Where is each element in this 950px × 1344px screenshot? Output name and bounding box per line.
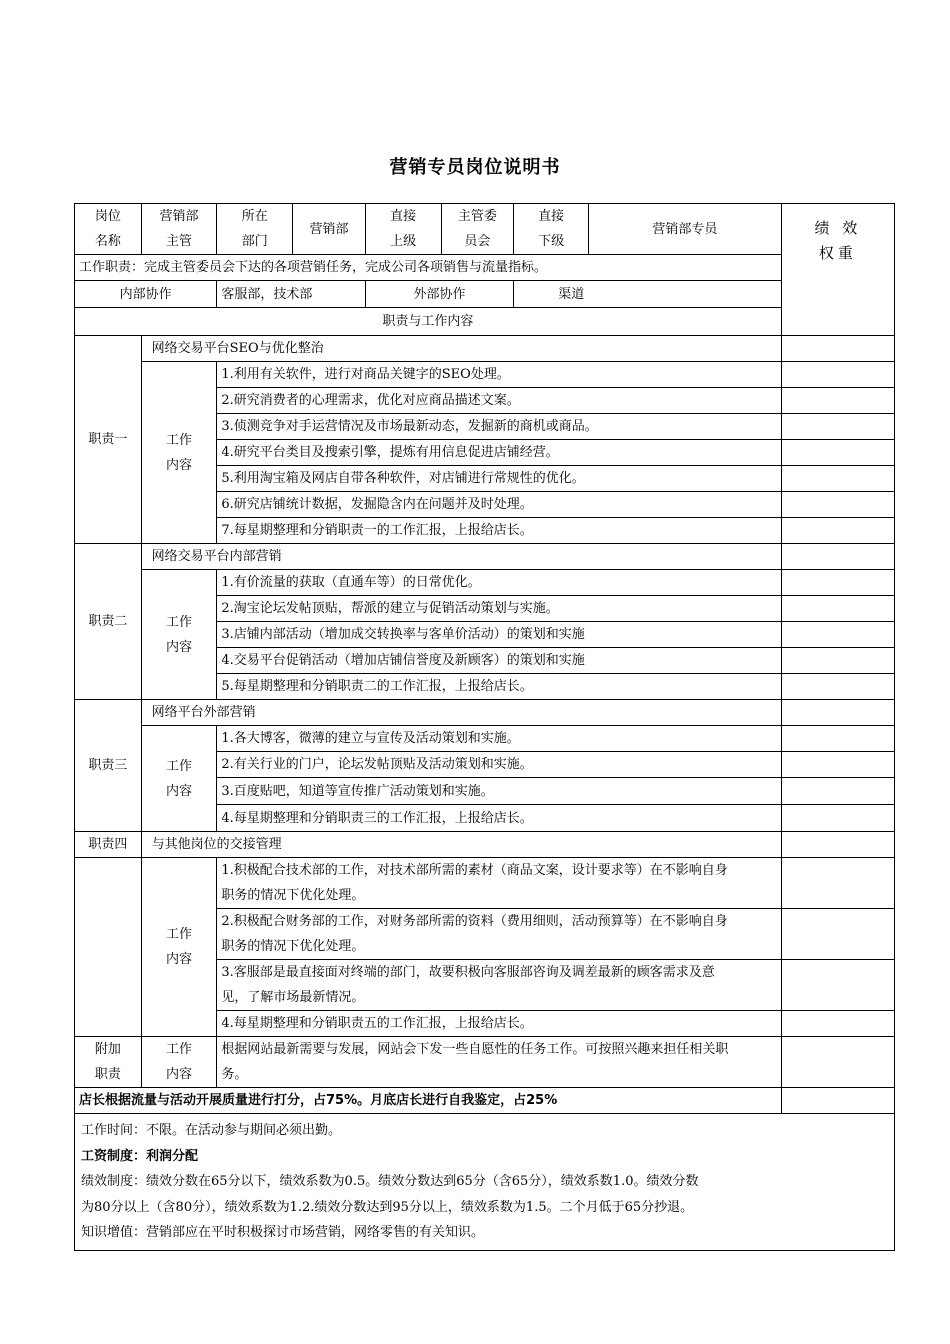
weight-cell xyxy=(781,700,894,726)
duty-1-item-1: 1.利用有关软件，进行对商品关键字的SEO处理。 xyxy=(217,362,781,388)
duty-2-title: 网络交易平台内部营销 xyxy=(141,544,781,570)
footer-notes xyxy=(75,1114,895,1251)
weight-cell xyxy=(781,518,894,544)
weight-cell xyxy=(781,466,894,492)
duty-1-item-3: 3.侦测竞争对手运营情况及市场最新动态，发掘新的商机或商品。 xyxy=(217,414,781,440)
superior-label: 直接 上级 xyxy=(365,204,441,255)
duty-2-item-1: 1.有价流量的获取（直通车等）的日常优化。 xyxy=(217,570,781,596)
duty-2-item-3: 3.店铺内部活动（增加成交转换率与客单价活动）的策划和实施 xyxy=(217,622,781,648)
weight-cell xyxy=(781,414,894,440)
duty-4-item-2: 2.积极配合财务部的工作，对财务部所需的资料（费用细则，活动预算等）在不影响自身 职务的情况下优化处理。 xyxy=(217,909,781,960)
external-coop-value: 渠道 xyxy=(514,281,782,308)
weight-cell xyxy=(781,1088,894,1114)
knowledge-growth: 知识增值：营销部应在平时积极探讨市场营销，网络零售的有关知识。 xyxy=(81,1225,485,1240)
weight-cell xyxy=(781,648,894,674)
duty-4-label: 职责四 xyxy=(75,832,142,858)
duty-1-item-6: 6.研究店铺统计数据，发掘隐含内在问题并及时处理。 xyxy=(217,492,781,518)
scoring-rule: 店长根据流量与活动开展质量进行打分，占75%。月底店长进行自我鉴定，占25% xyxy=(75,1088,782,1114)
weight-cell xyxy=(781,492,894,518)
performance-rule-line-2: 为80分以上（含80分），绩效系数为1.2.绩效分数达到95分以上，绩效系数为1.5。二个月低于65分抄退。 xyxy=(81,1199,694,1215)
weight-cell xyxy=(781,726,894,752)
duty-2-item-4: 4.交易平台促销活动（增加店铺信誉度及新顾客）的策划和实施 xyxy=(217,648,781,674)
weight-cell xyxy=(781,362,894,388)
header-row xyxy=(75,204,895,255)
performance-rule-line-1: 绩效制度：绩效分数在65分以下，绩效系数为0.5。绩效分数达到65分（含65分），绩效系数1.0。绩效分数 xyxy=(81,1174,699,1189)
duty-4-item-3: 3.客服部是最直接面对终端的部门，故要积极向客服部咨询及调差最新的顾客需求及意 见，了解市场最新情况。 xyxy=(217,960,781,1011)
duty-3-work-content-label: 工作 内容 xyxy=(141,726,217,832)
dept-value: 营销部 xyxy=(293,204,366,255)
duty-3-item-4: 4.每星期整理和分销职责三的工作汇报，上报给店长。 xyxy=(217,805,781,832)
weight-cell xyxy=(781,778,894,805)
subordinate-value: 营销部专员 xyxy=(588,204,781,255)
weight-cell xyxy=(781,388,894,414)
duty-3-title: 网络平台外部营销 xyxy=(141,700,781,726)
weight-cell xyxy=(781,805,894,832)
weight-cell xyxy=(781,960,894,1011)
internal-coop-label: 内部协作 xyxy=(75,281,217,308)
duty-3-label: 职责三 xyxy=(75,700,142,832)
weight-cell xyxy=(781,1011,894,1037)
weight-cell xyxy=(781,336,894,362)
duty-3-item-2: 2.有关行业的门户，论坛发帖顶贴及活动策划和实施。 xyxy=(217,752,781,778)
internal-coop-value: 客服部，技术部 xyxy=(217,281,365,308)
superior-value: 主管委 员会 xyxy=(441,204,514,255)
duty-1-item-2: 2.研究消费者的心理需求，优化对应商品描述文案。 xyxy=(217,388,781,414)
position-value: 营销部 主管 xyxy=(141,204,217,255)
weight-cell xyxy=(781,440,894,466)
weight-cell xyxy=(781,1037,894,1088)
duty-4-item-1: 1.积极配合技术部的工作，对技术部所需的素材（商品文案，设计要求等）在不影响自身 职务的情况下优化处理。 xyxy=(217,858,781,909)
weight-cell xyxy=(781,858,894,909)
duty-1-label: 职责一 xyxy=(75,336,142,544)
weight-cell xyxy=(781,544,894,570)
dept-label: 所在 部门 xyxy=(217,204,293,255)
weight-cell xyxy=(781,596,894,622)
weight-cell xyxy=(781,832,894,858)
additional-content: 根据网站最新需要与发展，网站会下发一些自愿性的任务工作。可按照兴趣来担任相关职 务。 xyxy=(217,1037,781,1088)
duty-2-item-5: 5.每星期整理和分销职责二的工作汇报，上报给店长。 xyxy=(217,674,781,700)
duty-4-title: 与其他岗位的交接管理 xyxy=(141,832,781,858)
document-title: 营销专员岗位说明书 xyxy=(389,157,561,178)
duty-2-work-content-label: 工作 内容 xyxy=(141,570,217,700)
weight-cell xyxy=(781,570,894,596)
duty-4-blank xyxy=(75,858,142,1037)
duty-4-work-content-label: 工作 内容 xyxy=(141,858,217,1037)
duty-2-label: 职责二 xyxy=(75,544,142,700)
duty-1-item-4: 4.研究平台类目及搜索引擎，提炼有用信息促进店铺经营。 xyxy=(217,440,781,466)
duty-1-item-5: 5.利用淘宝箱及网店自带各种软件，对店铺进行常规性的优化。 xyxy=(217,466,781,492)
work-time: 工作时间：不限。在活动参与期间必须出勤。 xyxy=(81,1123,342,1138)
duty-2-item-2: 2.淘宝论坛发帖顶贴，帮派的建立与促销活动策划与实施。 xyxy=(217,596,781,622)
duty-3-item-3: 3.百度贴吧，知道等宣传推广活动策划和实施。 xyxy=(217,778,781,805)
subordinate-label: 直接 下级 xyxy=(514,204,589,255)
duty-1-work-content-label: 工作 内容 xyxy=(141,362,217,544)
salary-system: 工资制度：利润分配 xyxy=(81,1148,199,1164)
job-description-table xyxy=(74,203,895,1251)
external-coop-label: 外部协作 xyxy=(365,281,513,308)
weight-cell xyxy=(781,752,894,778)
duty-4-item-4: 4.每星期整理和分销职责五的工作汇报，上报给店长。 xyxy=(217,1011,781,1037)
duty-3-item-1: 1.各大博客，微薄的建立与宣传及活动策划和实施。 xyxy=(217,726,781,752)
weight-cell xyxy=(781,674,894,700)
duty-1-title: 网络交易平台SEO与优化整治 xyxy=(141,336,781,362)
weight-cell xyxy=(781,622,894,648)
position-label: 岗位 名称 xyxy=(75,204,142,255)
performance-weight-header: 绩 效 权重 xyxy=(781,204,894,336)
section-title: 职责与工作内容 xyxy=(75,308,782,336)
duty-summary: 工作职责：完成主管委员会下达的各项营销任务，完成公司各项销售与流量指标。 xyxy=(75,255,782,281)
additional-work-content-label: 工作 内容 xyxy=(141,1037,217,1088)
duty-1-item-7: 7.每星期整理和分销职责一的工作汇报，上报给店长。 xyxy=(217,518,781,544)
weight-cell xyxy=(781,909,894,960)
additional-label: 附加 职责 xyxy=(75,1037,142,1088)
